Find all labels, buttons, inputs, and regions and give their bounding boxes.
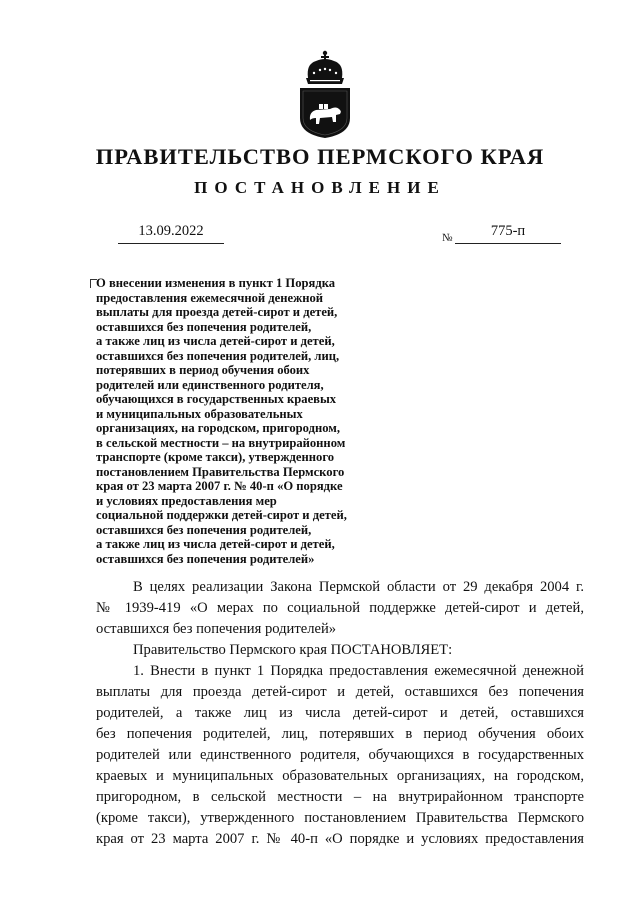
body-line: выплаты для проезда детей-сирот и детей, оставшихся без попечения (96, 684, 584, 700)
document-type: ПОСТАНОВЛЕНИЕ (194, 178, 446, 197)
subject-line: и муниципальных образовательных (96, 406, 303, 421)
date-field (118, 223, 224, 244)
coat-of-arms-icon (296, 48, 354, 140)
subject-line: потерявших в период обучения обоих (96, 363, 310, 377)
body-line: № 1939-419 «О мерах по социальной поддержке детей-сирот и детей, (96, 600, 584, 616)
subject-title (96, 276, 426, 566)
body-line: 1. Внести в пункт 1 Порядка предоставления ежемесячной денежной (133, 663, 584, 679)
subject-line: обучающихся в государственных краевых (96, 392, 337, 406)
body-line: родителей или единственного родителя, обучающихся в государственных (96, 747, 584, 763)
subject-line: оставшихся без попечения родителей, (96, 522, 312, 537)
subject-line: родителей или единственного родителя, (96, 377, 324, 392)
body-line: края от 23 марта 2007 г. № 40-п «О порядке и условиях предоставления (96, 831, 584, 847)
body-line: (кроме такси), утвержденного постановлением Правительства Пермского (96, 810, 584, 826)
body-line: краевых и муниципальных образовательных организациях, на городском, (96, 768, 584, 784)
subject-line: предоставления ежемесячной денежной (96, 290, 324, 305)
body-line: В целях реализации Закона Пермской области от 29 декабря 2004 г. (133, 579, 584, 595)
subject-line: транспорте (кроме такси), утвержденного (96, 450, 335, 464)
document-date: 13.09.2022 (138, 223, 204, 239)
subject-line: выплаты для проезда детей-сирот и детей, (96, 305, 338, 319)
number-field (455, 223, 561, 244)
subject-line: постановлением Правительства Пермского (96, 464, 345, 479)
number-underline (455, 243, 561, 244)
date-underline (118, 243, 224, 244)
body-line: родителей, а также лиц из числа детей-сирот и детей, оставшихся (96, 705, 584, 721)
subject-line: оставшихся без попечения родителей, (96, 319, 312, 334)
organization-title: ПРАВИТЕЛЬСТВО ПЕРМСКОГО КРАЯ (95, 144, 545, 169)
subject-line: оставшихся без попечения родителей, лиц, (96, 348, 340, 363)
body-line: пригородном, в сельской местности – на внутрирайонном транспорте (96, 789, 584, 805)
subject-line: края от 23 марта 2007 г. № 40-п «О порядке (96, 479, 343, 493)
subject-line: и условиях предоставления мер (96, 493, 277, 508)
body-line: оставшихся без попечения родителей» (96, 621, 337, 637)
number-sign: № (442, 232, 453, 244)
subject-line: оставшихся без попечения родителей» (96, 551, 315, 566)
body-line: без попечения родителей, лиц, потерявших в период обучения обоих (96, 726, 584, 742)
subject-line: в сельской местности – на внутрирайонном (96, 435, 346, 450)
document-number: 775-п (490, 223, 526, 239)
subject-line: а также лиц из числа детей-сирот и детей, (96, 537, 335, 551)
subject-line: О внесении изменения в пункт 1 Порядка (96, 276, 336, 290)
body-line: Правительство Пермского края ПОСТАНОВЛЯЕТ: (133, 642, 453, 658)
document-body (96, 577, 584, 850)
subject-line: социальной поддержки детей-сирот и детей, (96, 508, 347, 522)
subject-line: организациях, на городском, пригородном, (96, 421, 340, 435)
subject-line: а также лиц из числа детей-сирот и детей, (96, 334, 335, 348)
